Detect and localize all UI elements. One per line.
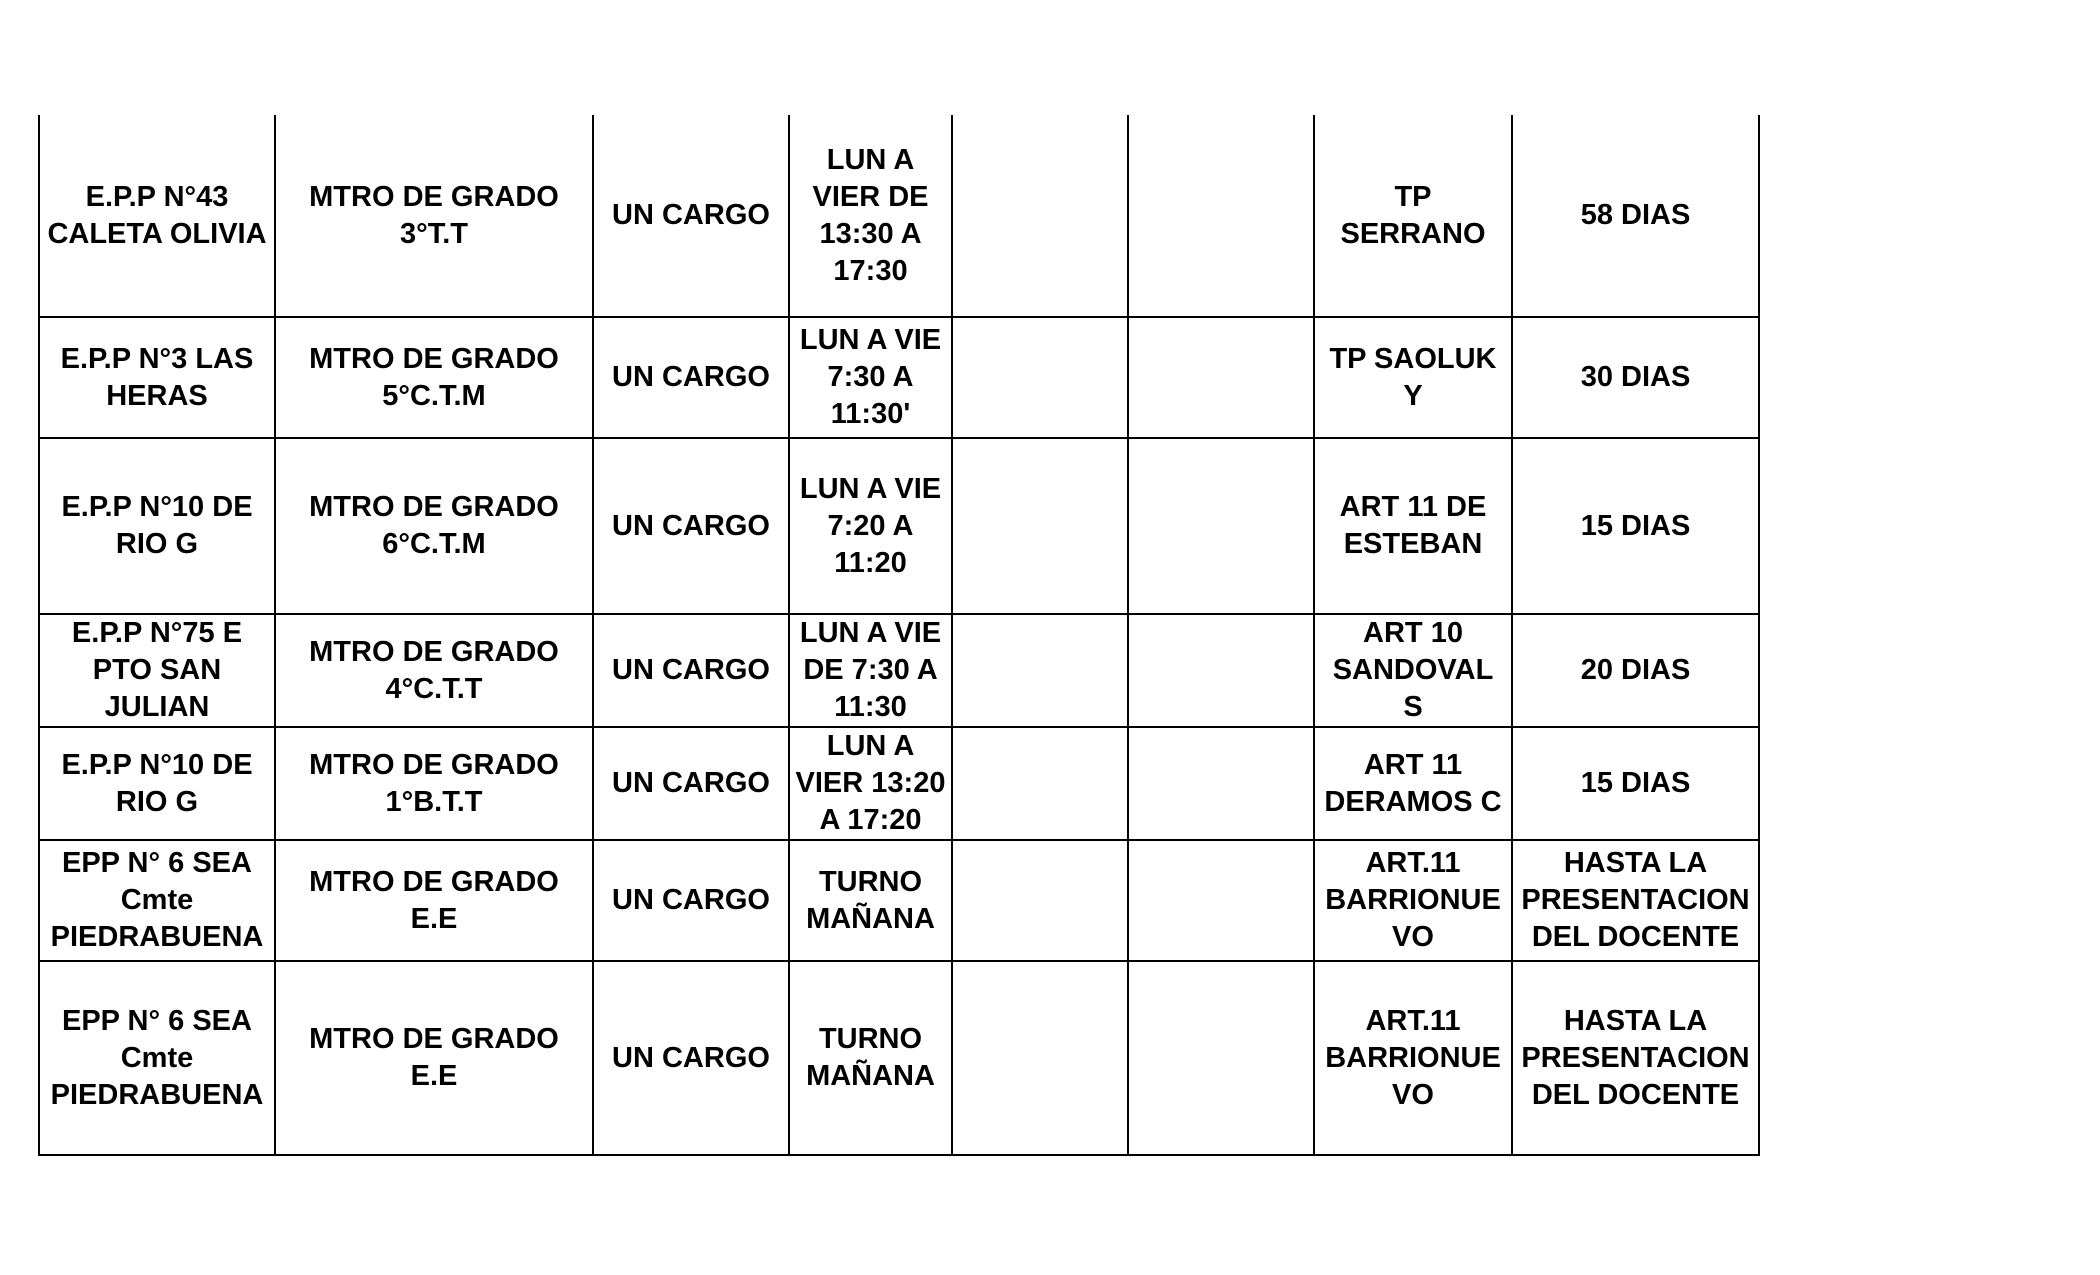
table-row xyxy=(39,115,1759,317)
charge-cell: UN CARGO xyxy=(593,317,789,438)
duration-cell: 58 DIAS xyxy=(1512,115,1759,317)
table-row xyxy=(39,727,1759,840)
position-cell: MTRO DE GRADO E.E xyxy=(275,961,593,1155)
duration-cell: 15 DIAS xyxy=(1512,438,1759,614)
school-cell: E.P.P N°3 LAS HERAS xyxy=(39,317,275,438)
empty-cell xyxy=(1128,727,1314,840)
position-cell: MTRO DE GRADO 3°T.T xyxy=(275,115,593,317)
charge-cell: UN CARGO xyxy=(593,727,789,840)
empty-cell xyxy=(1128,614,1314,727)
duration-cell: 30 DIAS xyxy=(1512,317,1759,438)
position-cell: MTRO DE GRADO 6°C.T.M xyxy=(275,438,593,614)
reason-cell: ART 10 SANDOVAL S xyxy=(1314,614,1512,727)
school-cell: E.P.P N°75 E PTO SAN JULIAN xyxy=(39,614,275,727)
charge-cell: UN CARGO xyxy=(593,438,789,614)
schedule-cell: LUN A VIE 7:30 A 11:30' xyxy=(789,317,952,438)
duration-cell: HASTA LA PRESENTACION DEL DOCENTE xyxy=(1512,961,1759,1155)
table-row xyxy=(39,961,1759,1155)
position-cell: MTRO DE GRADO 5°C.T.M xyxy=(275,317,593,438)
empty-cell xyxy=(952,438,1128,614)
table-row xyxy=(39,438,1759,614)
charge-cell: UN CARGO xyxy=(593,840,789,961)
empty-cell xyxy=(952,840,1128,961)
school-cell: E.P.P N°10 DE RIO G xyxy=(39,727,275,840)
empty-cell xyxy=(952,727,1128,840)
schedule-cell: LUN A VIER 13:20 A 17:20 xyxy=(789,727,952,840)
charge-cell: UN CARGO xyxy=(593,115,789,317)
table-row xyxy=(39,614,1759,727)
charge-cell: UN CARGO xyxy=(593,614,789,727)
position-cell: MTRO DE GRADO 4°C.T.T xyxy=(275,614,593,727)
empty-cell xyxy=(1128,961,1314,1155)
position-cell: MTRO DE GRADO 1°B.T.T xyxy=(275,727,593,840)
reason-cell: TP SERRANO xyxy=(1314,115,1512,317)
schedule-cell: LUN A VIER DE 13:30 A 17:30 xyxy=(789,115,952,317)
duration-cell: 20 DIAS xyxy=(1512,614,1759,727)
schedule-cell: TURNO MAÑANA xyxy=(789,961,952,1155)
duration-cell: HASTA LA PRESENTACION DEL DOCENTE xyxy=(1512,840,1759,961)
vacancy-table xyxy=(38,115,1760,1156)
table-row xyxy=(39,840,1759,961)
school-cell: EPP N° 6 SEA Cmte PIEDRABUENA xyxy=(39,961,275,1155)
schedule-cell: TURNO MAÑANA xyxy=(789,840,952,961)
empty-cell xyxy=(952,614,1128,727)
school-cell: E.P.P N°10 DE RIO G xyxy=(39,438,275,614)
empty-cell xyxy=(1128,438,1314,614)
table-row xyxy=(39,317,1759,438)
empty-cell xyxy=(952,961,1128,1155)
charge-cell: UN CARGO xyxy=(593,961,789,1155)
school-cell: E.P.P N°43 CALETA OLIVIA xyxy=(39,115,275,317)
duration-cell: 15 DIAS xyxy=(1512,727,1759,840)
empty-cell xyxy=(952,115,1128,317)
reason-cell: ART 11 DE ESTEBAN xyxy=(1314,438,1512,614)
schedule-cell: LUN A VIE DE 7:30 A 11:30 xyxy=(789,614,952,727)
reason-cell: ART 11 DERAMOS C xyxy=(1314,727,1512,840)
position-cell: MTRO DE GRADO E.E xyxy=(275,840,593,961)
spreadsheet-page xyxy=(38,115,1760,1156)
empty-cell xyxy=(1128,317,1314,438)
schedule-cell: LUN A VIE 7:20 A 11:20 xyxy=(789,438,952,614)
empty-cell xyxy=(1128,115,1314,317)
empty-cell xyxy=(952,317,1128,438)
reason-cell: ART.11 BARRIONUE VO xyxy=(1314,840,1512,961)
reason-cell: ART.11 BARRIONUE VO xyxy=(1314,961,1512,1155)
reason-cell: TP SAOLUK Y xyxy=(1314,317,1512,438)
school-cell: EPP N° 6 SEA Cmte PIEDRABUENA xyxy=(39,840,275,961)
empty-cell xyxy=(1128,840,1314,961)
